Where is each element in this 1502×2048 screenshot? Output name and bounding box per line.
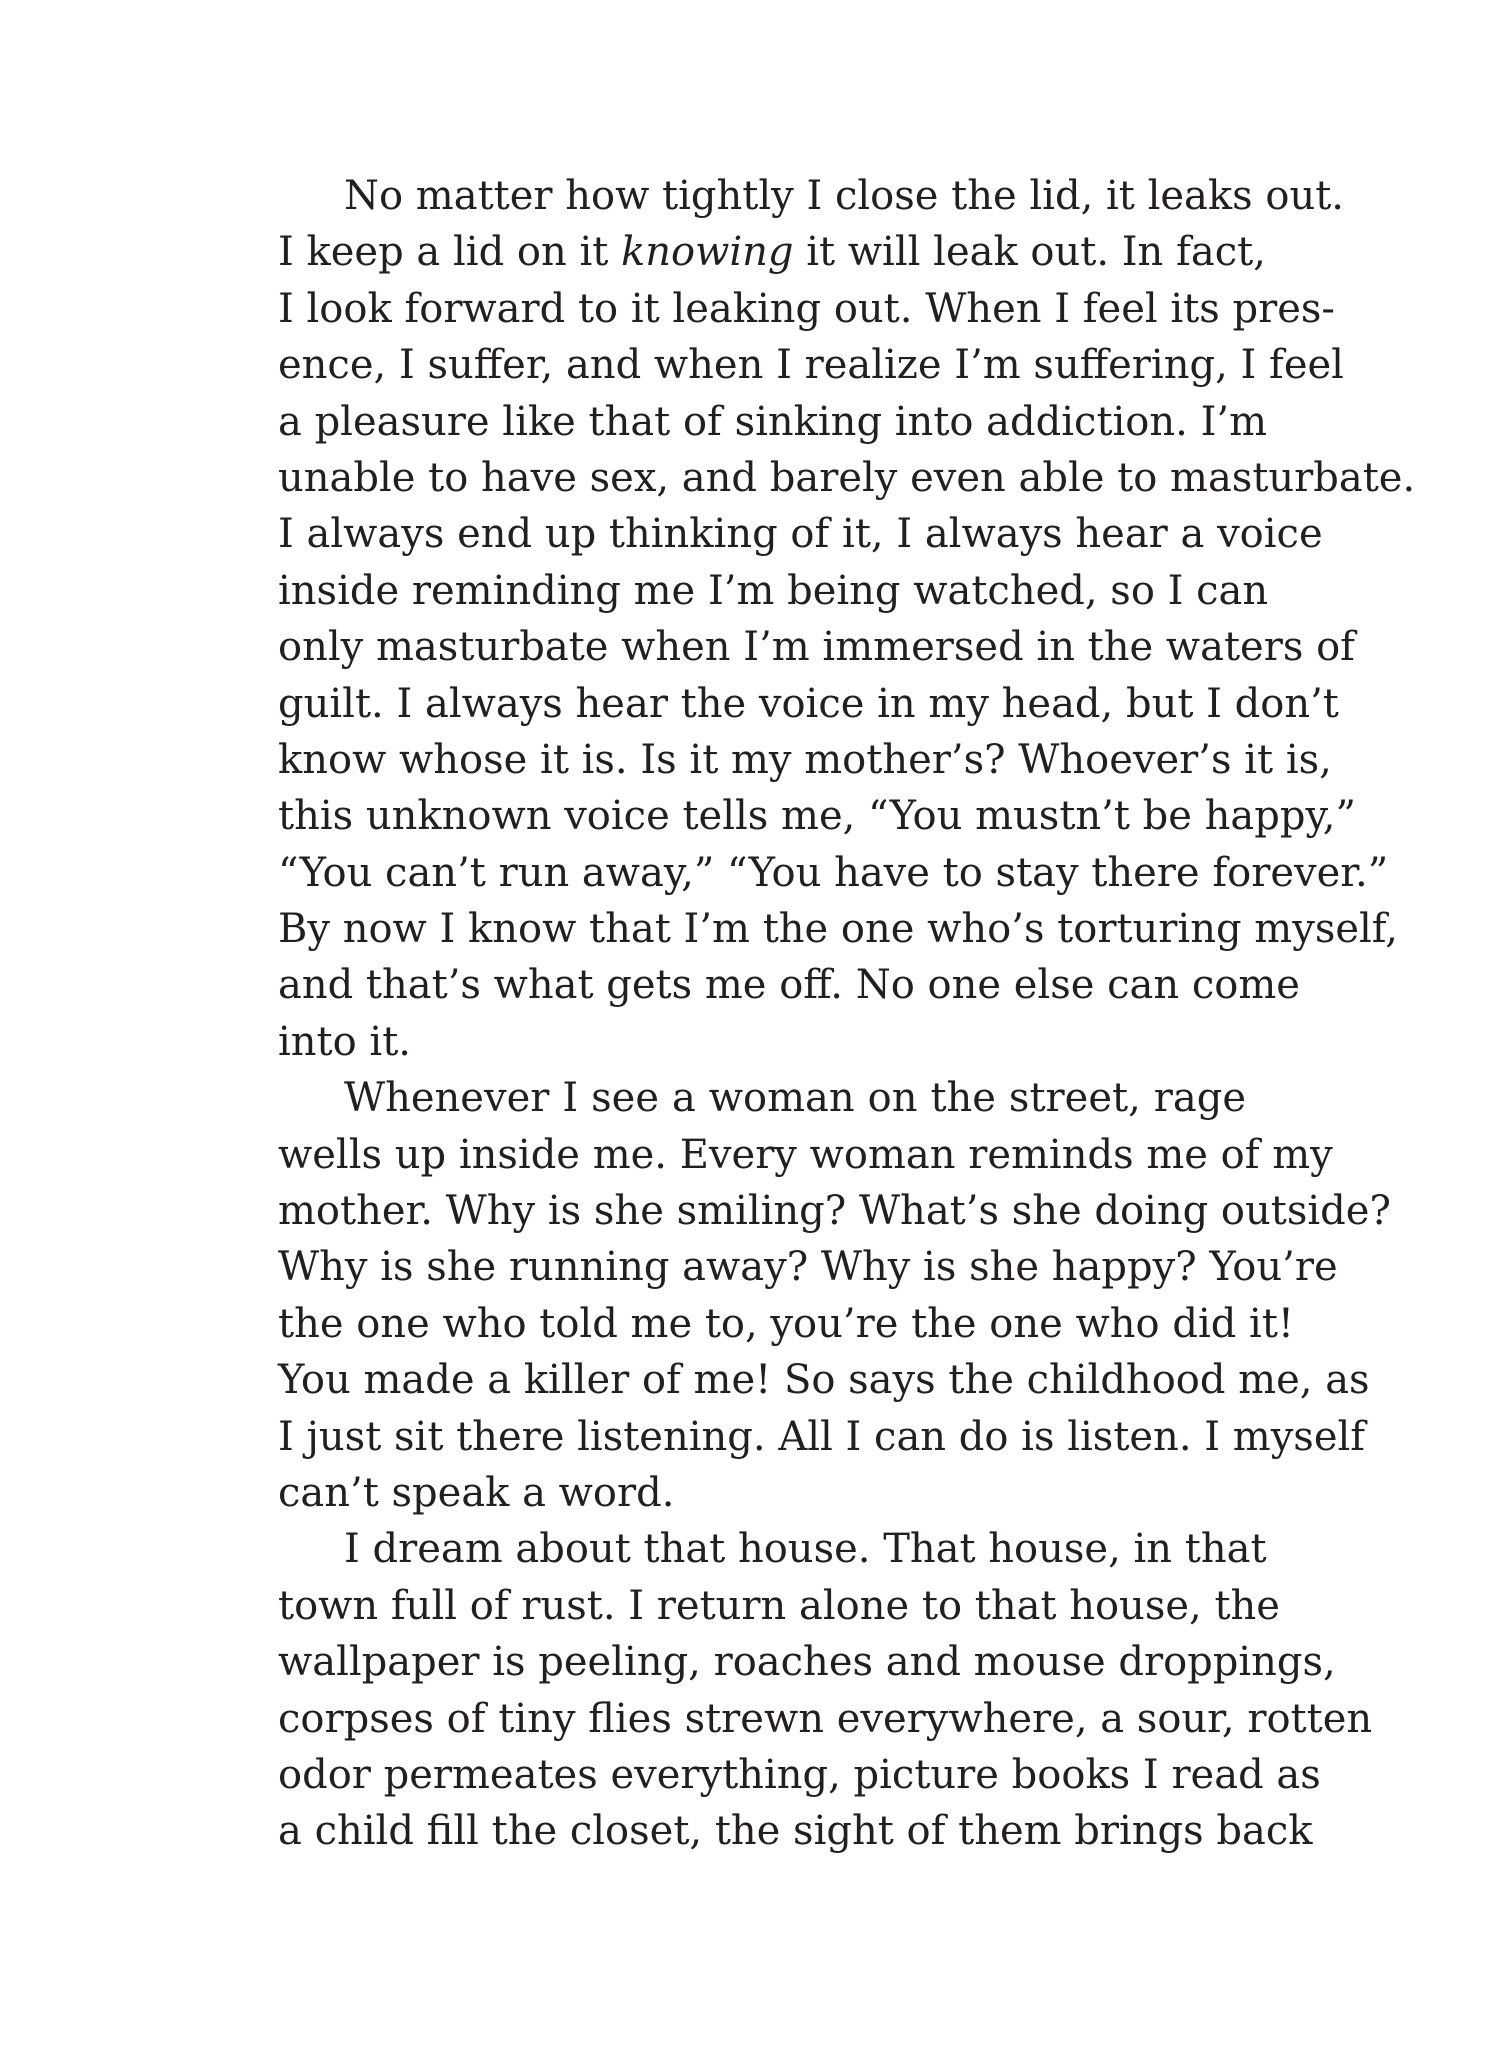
text-line: “You can’t run away,” “You have to stay there forever.” [278,849,1389,896]
text-line [278,224,1266,280]
text-segment: it will leak out. In fact, [793,229,1266,276]
text-line: unable to have sex, and barely even able to masturbate. [278,454,1416,501]
text-line: I dream about that house. That house, in that [344,1526,1267,1573]
text-line: this unknown voice tells me, “You mustn’t be happy,” [278,793,1356,840]
text-line: mother. Why is she smiling? What’s she doing outside? [278,1188,1391,1235]
text-line: into it. [278,1018,412,1065]
text-line: a pleasure like that of sinking into addiction. I’m [278,398,1268,445]
text-line: I just sit there listening. All I can do is listen. I myself [278,1413,1366,1460]
text-line: and that’s what gets me off. No one else can come [278,962,1300,1009]
text-line: the one who told me to, you’re the one who did it! [278,1300,1294,1347]
text-line: inside reminding me I’m being watched, so I can [278,567,1269,614]
text-line: ence, I suffer, and when I realize I’m suffering, I feel [278,342,1344,389]
text-line: know whose it is. Is it my mother’s? Whoever’s it is, [278,736,1332,783]
text-line: town full of rust. I return alone to that house, the [278,1582,1280,1629]
body-text [278,168,1416,1860]
text-line: corpses of tiny flies strewn everywhere, a sour, rotten [278,1695,1373,1742]
text-line: No matter how tightly I close the lid, it leaks out. [344,173,1344,219]
text-line: a child fill the closet, the sight of them brings back [278,1808,1313,1855]
text-line: I look forward to it leaking out. When I feel its pres- [278,285,1335,332]
text-line: I always end up thinking of it, I always hear a voice [278,511,1323,558]
text-line: Whenever I see a woman on the street, rage [344,1075,1246,1122]
text-line: only masturbate when I’m immersed in the waters of [278,624,1355,671]
text-line: By now I know that I’m the one who’s torturing myself, [278,906,1398,953]
text-line: You made a killer of me! So says the childhood me, as [278,1357,1370,1404]
text-line: wallpaper is peeling, roaches and mouse droppings, [278,1639,1336,1686]
text-segment: I keep a lid on it [278,229,622,276]
text-line: Why is she running away? Why is she happy? You’re [278,1244,1338,1291]
text-line: wells up inside me. Every woman reminds me of my [278,1131,1333,1178]
italic-word: knowing [621,229,794,276]
text-line: guilt. I always hear the voice in my head, but I don’t [278,680,1339,727]
text-line: can’t speak a word. [278,1469,675,1516]
text-line: odor permeates everything, picture books I read as [278,1751,1321,1798]
